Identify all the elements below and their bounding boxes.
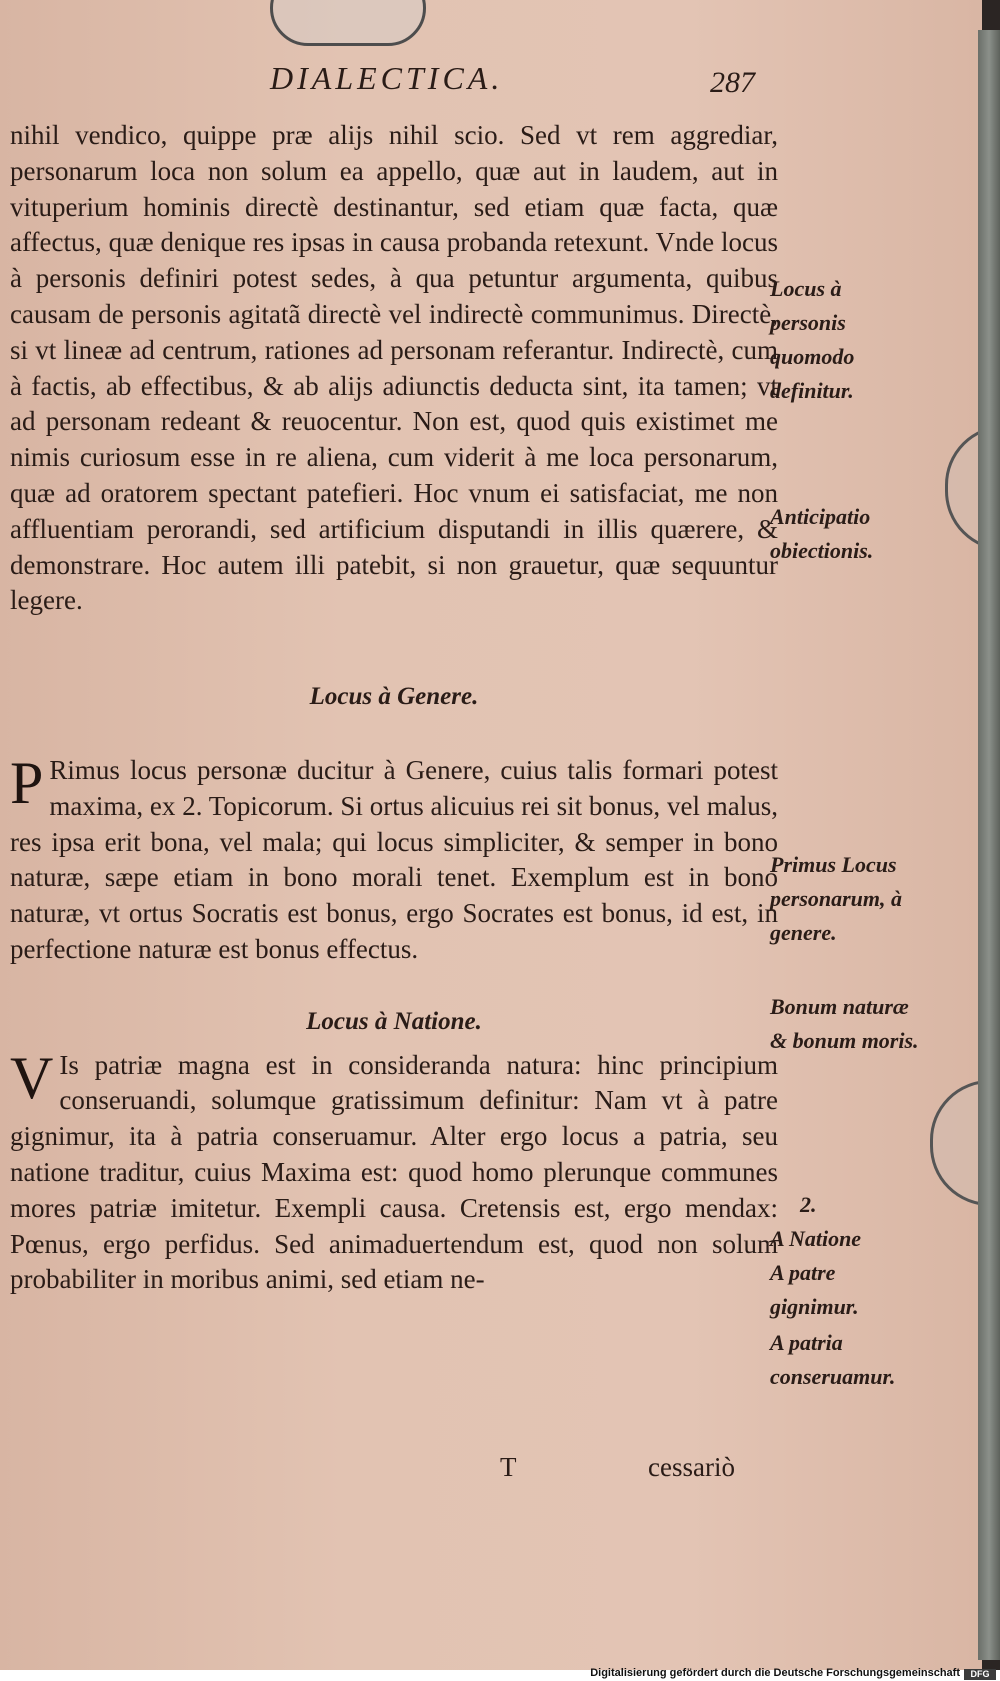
margin-note-natione: A Natione (770, 1226, 862, 1251)
binding-clip-right-upper (945, 425, 982, 551)
section-text-natione: Is patriæ magna est in consideranda natura: hinc principium conseruandi, solumque gratissimum definitur: Nam vt à patre gignimur, ita à patria conseruamur. Alter ergo locus a patria, seu natione traditur, cuius Maxima est: quod homo plerunque communes mores patriæ imitetur. Exempli causa. Cretensis est, ergo mendax: Pœnus, ergo perfidus. Sed animaduertendum est, quod non solum probabiliter in moribus animi, sed etiam ne- (10, 1049, 778, 1295)
margin-note-patria: A patria conseruamur. (770, 1330, 896, 1389)
running-title: DIALECTICA. (270, 60, 504, 96)
page-header (270, 60, 922, 110)
binding-clip-top (270, 0, 426, 46)
section-paragraph-natione (10, 1044, 778, 1299)
margin-note-bonum: Bonum naturæ & bonum moris. (770, 994, 919, 1053)
section-paragraph-genere (10, 749, 778, 968)
dfg-logo-icon: DFG (964, 1669, 996, 1680)
footer-credit: Digitalisierung gefördert durch die Deutsche Forschungsgemeinschaft (590, 1667, 960, 1679)
dropcap-v: V (10, 1044, 54, 1111)
intro-paragraph: nihil vendico, quippe præ alijs nihil scio. Sed vt rem aggrediar, personarum loca non solum ea appello, quæ aut in laudem, aut in vituperium hominis directè destinantur, sed etiam quæ facta, quæ affectus, quæ denique res ipsas in causa probanda retexunt. Vnde locus à personis definiri potest sedes, à qua petuntur argumenta, quibus causam de personis agitatã directè vel indirectè communimus. Directè, si vt lineæ ad centrum, rationes ad personam referantur. Indirectè, cum à factis, ab effectibus, & ab alijs adiunctis deducta sint, ita tamen; vt ad personam redeant & reuocentur. Non est, quod quis existimet me nimis curiosum esse in re aliena, cum viderit à me loca personarum, quæ ad oratorem spectant patefieri. Hoc vnum ei satisfaciat, me non affluentiam perorandi, sed artificium disputandi in illis quærere, & demonstrare. Hoc autem illi patebit, si non grauetur, quæ sequuntur legere. (10, 120, 778, 616)
section-heading-genere: Locus à Genere. (309, 683, 479, 711)
margin-note-locus-personis: Locus à personis quomodo definitur. (770, 276, 855, 403)
margin-note-patre: A patre gignimur. (770, 1260, 859, 1319)
signature-mark: T (500, 1452, 517, 1482)
main-text-column (10, 118, 778, 1298)
dropcap-p: P (10, 749, 44, 816)
page-edge (978, 30, 1000, 1660)
margin-note-anticipatio: Anticipatio obiectionis. (770, 504, 874, 563)
catchword: cessariò (648, 1452, 735, 1482)
section-text-genere: Rimus locus personæ ducitur à Genere, cuius talis formari potest maxima, ex 2. Topicorum. Si ortus alicuius rei sit bonus, vel malus, res ipsa erit bona, vel mala; qui locus simpliciter, & semper in bono naturæ, sæpe etiam in bono morali tenet. Exemplum est in bono naturæ, vt ortus Socratis est bonus, ergo Socrates est bonus, id est, in perfectione naturæ est bonus effectus. (10, 754, 778, 964)
margin-note-number: 2. (800, 1192, 817, 1217)
section-heading-natione: Locus à Natione. (306, 1007, 482, 1035)
page-number: 287 (710, 66, 755, 99)
margin-note-primus-locus: Primus Locus personarum, à genere. (770, 852, 903, 945)
